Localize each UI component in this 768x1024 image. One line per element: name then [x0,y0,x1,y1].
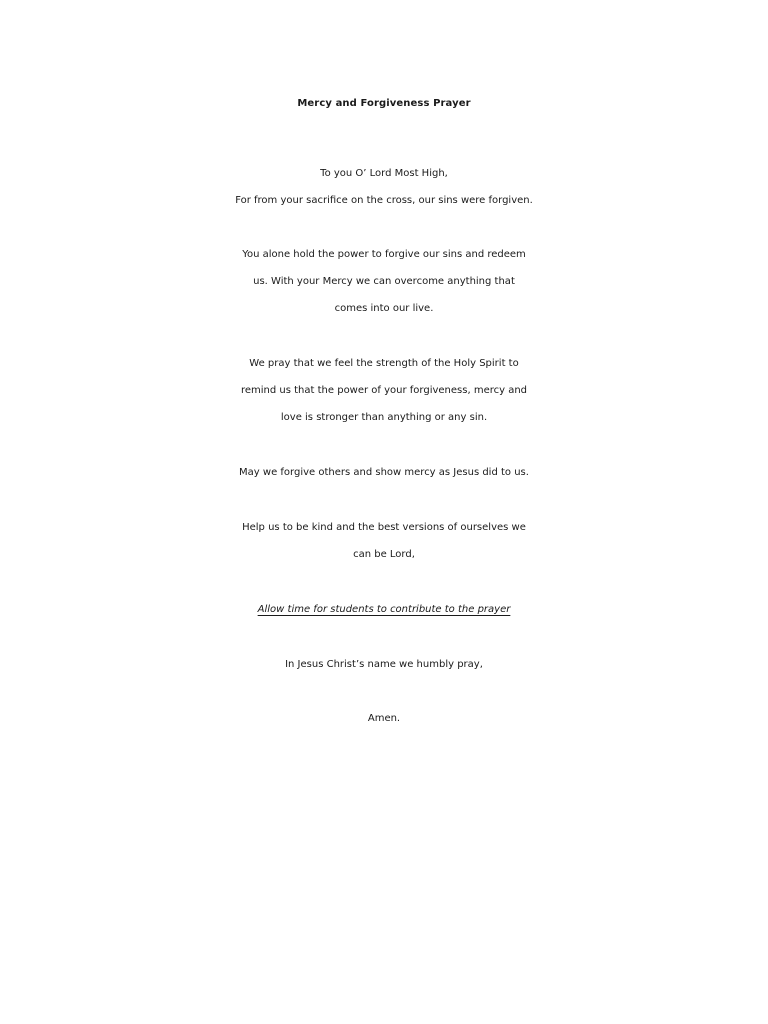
prayer-line-closing: In Jesus Christ’s name we humbly pray, [285,659,483,670]
instruction-note: Allow time for students to contribute to the prayer [257,604,511,615]
prayer-line-mercy: us. With your Mercy we can overcome anything that [253,276,515,287]
prayer-line-remind: remind us that the power of your forgiveness, mercy and [240,385,528,396]
prayer-line-lord: can be Lord, [353,549,415,560]
prayer-line-power: You alone hold the power to forgive our sins and redeem [242,249,526,260]
prayer-line-forgive-others: May we forgive others and show mercy as Jesus did to us. [239,467,529,478]
prayer-line-opening: To you O’ Lord Most High, [320,168,448,179]
prayer-line-love: love is stronger than anything or any sin. [280,412,488,423]
prayer-line-kind: Help us to be kind and the best versions of ourselves we [242,522,526,533]
prayer-line-live: comes into our live. [334,303,434,314]
page-title: Mercy and Forgiveness Prayer [297,98,471,109]
prayer-line-amen: Amen. [367,713,401,724]
prayer-line-sacrifice: For from your sacrifice on the cross, our sins were forgiven. [235,195,533,206]
prayer-line-spirit: We pray that we feel the strength of the Holy Spirit to [249,358,519,369]
